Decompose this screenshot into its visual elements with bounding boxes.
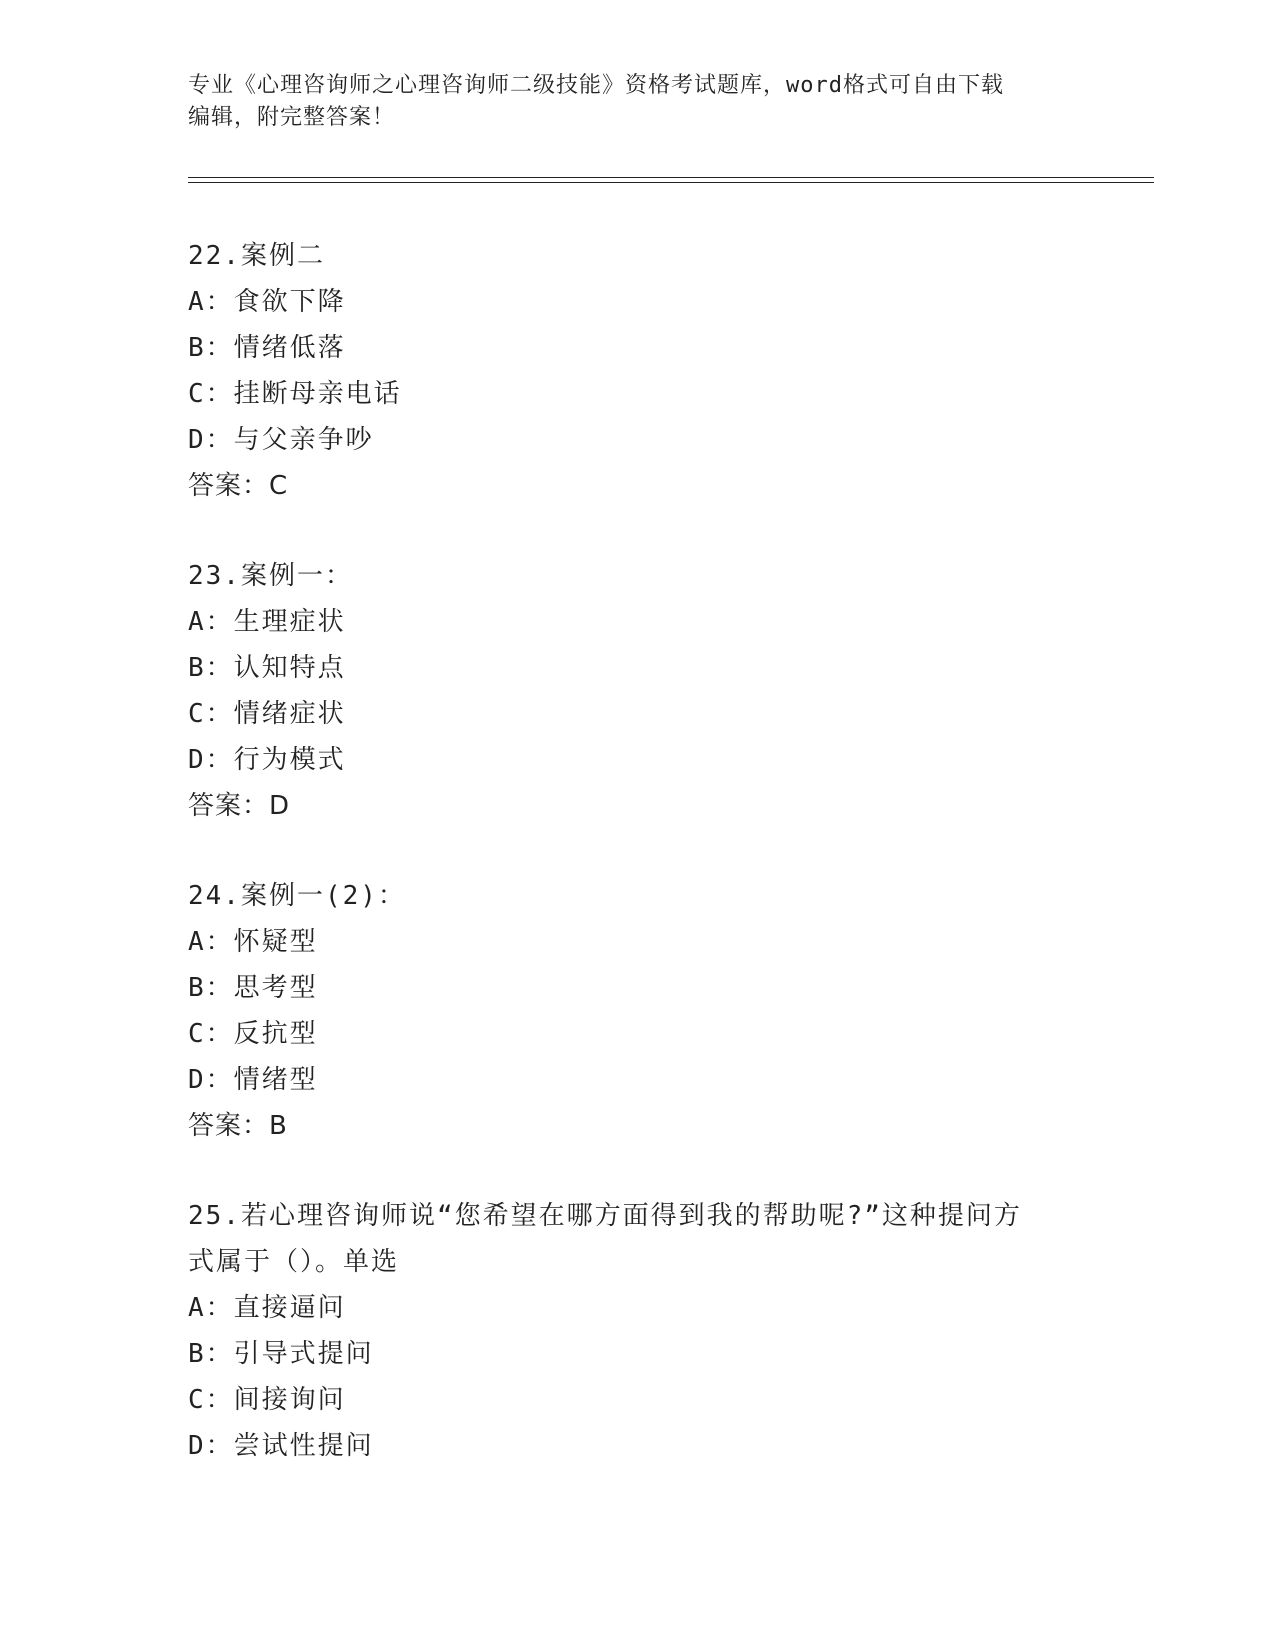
answer-line: 答案：D (188, 791, 291, 821)
option-c: C：间接询问 (188, 1385, 346, 1415)
header-line-2: 编辑，附完整答案！ (188, 105, 396, 130)
option-a: A：食欲下降 (188, 287, 346, 317)
option-b: B：引导式提问 (188, 1339, 374, 1369)
option-c: C：反抗型 (188, 1019, 318, 1049)
option-d: D：尝试性提问 (188, 1431, 374, 1461)
document-header (188, 70, 1088, 134)
question-stem: 22.案例二 (188, 241, 325, 271)
option-b: B：情绪低落 (188, 333, 346, 363)
option-c: C：情绪症状 (188, 699, 346, 729)
header-line-1: 专业《心理咨询师之心理咨询师二级技能》资格考试题库，word格式可自由下载 (188, 73, 1004, 98)
question-25 (188, 1193, 1088, 1469)
option-b: B：认知特点 (188, 653, 346, 683)
question-22 (188, 233, 1088, 509)
question-stem-line-1: 25.若心理咨询师说“您希望在哪方面得到我的帮助呢?”这种提问方 (188, 1201, 1022, 1231)
header-divider-bottom (188, 182, 1154, 183)
option-d: D：行为模式 (188, 745, 346, 775)
question-stem-line-2: 式属于（）。单选 (188, 1247, 400, 1277)
header-divider-top (188, 177, 1154, 178)
option-b: B：思考型 (188, 973, 318, 1003)
answer-line: 答案：C (188, 471, 289, 501)
option-d: D：与父亲争吵 (188, 425, 374, 455)
question-stem: 24.案例一(2)： (188, 881, 406, 911)
option-a: A：生理症状 (188, 607, 346, 637)
option-a: A：直接逼问 (188, 1293, 346, 1323)
question-stem: 23.案例一： (188, 561, 353, 591)
question-24 (188, 873, 1088, 1149)
option-c: C：挂断母亲电话 (188, 379, 402, 409)
question-23 (188, 553, 1088, 829)
option-a: A：怀疑型 (188, 927, 318, 957)
option-d: D：情绪型 (188, 1065, 318, 1095)
answer-line: 答案：B (188, 1111, 288, 1141)
